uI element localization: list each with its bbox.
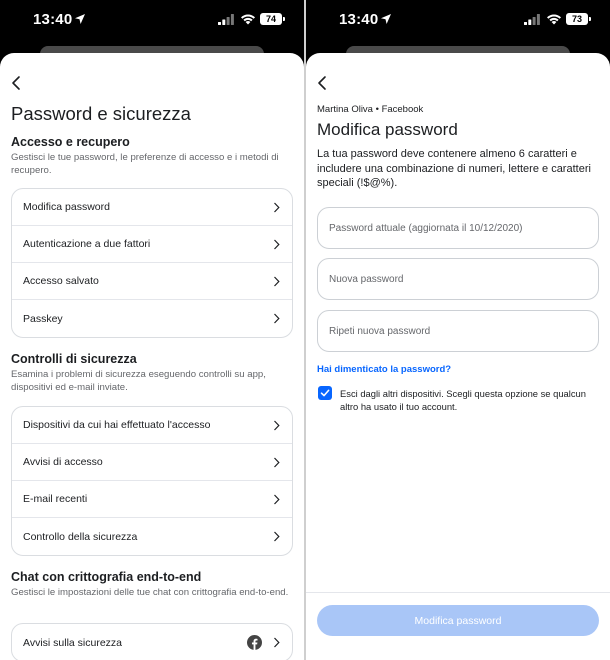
- signal-icon: [524, 14, 540, 25]
- settings-sheet: [0, 53, 304, 660]
- card-accesso-recupero: [11, 188, 293, 338]
- menu-item-passkey[interactable]: [12, 300, 292, 337]
- chevron-right-icon: [273, 531, 280, 542]
- chevron-right-icon: [273, 637, 280, 648]
- change-password-sheet: [306, 53, 610, 660]
- menu-item-avvisi-accesso[interactable]: [12, 444, 292, 481]
- menu-item-autenticazione[interactable]: [12, 226, 292, 263]
- section-desc-chat: Gestisci le impostazioni delle tue chat con crittografia end-to-end.: [11, 587, 289, 598]
- logout-other-devices-checkbox[interactable]: [318, 386, 332, 400]
- signal-icon: [218, 14, 234, 25]
- wifi-icon: [546, 13, 562, 25]
- forgot-password-link[interactable]: Hai dimenticato la password?: [317, 364, 452, 375]
- change-password-button[interactable]: Modifica password: [317, 605, 599, 636]
- menu-item-email-recenti[interactable]: [12, 481, 292, 518]
- chevron-right-icon: [273, 494, 280, 505]
- password-requirements: La tua password deve contenere almeno 6 caratteri e includere una combinazione di numeri, lettere e caratteri speciali (!$@%).: [317, 148, 591, 189]
- menu-item-dispositivi[interactable]: [12, 407, 292, 444]
- chevron-right-icon: [273, 420, 280, 431]
- menu-item-label: Dispositivi da cui hai effettuato l'accesso: [23, 419, 211, 431]
- account-label: Martina Oliva • Facebook: [317, 104, 424, 115]
- battery-icon: 74: [260, 13, 282, 25]
- menu-item-controllo-sicurezza[interactable]: [12, 518, 292, 555]
- location-arrow-icon: [74, 13, 86, 25]
- checkmark-icon: [320, 388, 330, 398]
- section-title-controlli: Controlli di sicurezza: [11, 352, 137, 366]
- status-bar: [306, 0, 610, 44]
- chevron-right-icon: [273, 457, 280, 468]
- back-arrow-icon[interactable]: [10, 75, 24, 91]
- wifi-icon: [240, 13, 256, 25]
- chevron-right-icon: [273, 313, 280, 324]
- status-bar: [0, 0, 304, 44]
- section-desc-accesso: Gestisci le tue password, le preferenze di accesso e i metodi di recupero.: [11, 152, 279, 176]
- menu-item-modifica-password[interactable]: [12, 189, 292, 226]
- section-title-accesso: Accesso e recupero: [11, 135, 130, 149]
- battery-icon: 73: [566, 13, 588, 25]
- left-screen: [0, 0, 304, 660]
- current-password-field[interactable]: [317, 207, 599, 249]
- page-title: Modifica password: [317, 120, 458, 139]
- section-title-chat: Chat con crittografia end-to-end: [11, 570, 202, 584]
- card-controlli-sicurezza: [11, 406, 293, 556]
- logout-checkbox-label: Esci dagli altri dispositivi. Scegli questa opzione se qualcun altro ha usato il tuo account.: [340, 388, 586, 412]
- status-time: 13:40: [339, 11, 379, 28]
- new-password-field[interactable]: [317, 258, 599, 300]
- status-time: 13:40: [33, 11, 73, 28]
- menu-item-label: Passkey: [23, 312, 63, 325]
- right-screen: [306, 0, 610, 660]
- menu-item-label: Autenticazione a due fattori: [23, 238, 151, 250]
- footer-divider: [306, 592, 610, 593]
- section-desc-controlli: Esamina i problemi di sicurezza eseguendo controlli su app, dispositivi ed e-mail inviate.: [11, 369, 266, 393]
- back-arrow-icon[interactable]: [316, 75, 330, 91]
- card-chat-crittografia: [11, 623, 293, 660]
- menu-item-label: Controllo della sicurezza: [23, 530, 138, 543]
- facebook-icon: [247, 635, 262, 650]
- chevron-right-icon: [273, 239, 280, 250]
- menu-item-accesso-salvato[interactable]: [12, 263, 292, 300]
- chevron-right-icon: [273, 276, 280, 287]
- menu-item-label: Avvisi sulla sicurezza: [23, 636, 123, 649]
- chevron-right-icon: [273, 202, 280, 213]
- menu-item-label: Avvisi di accesso: [23, 456, 103, 468]
- menu-item-label: Modifica password: [23, 201, 110, 213]
- location-arrow-icon: [380, 13, 392, 25]
- menu-item-avvisi-sicurezza[interactable]: [12, 624, 292, 660]
- repeat-password-field[interactable]: [317, 310, 599, 352]
- menu-item-label: E-mail recenti: [23, 493, 88, 505]
- page-title: Password e sicurezza: [11, 103, 191, 124]
- menu-item-label: Accesso salvato: [23, 275, 99, 287]
